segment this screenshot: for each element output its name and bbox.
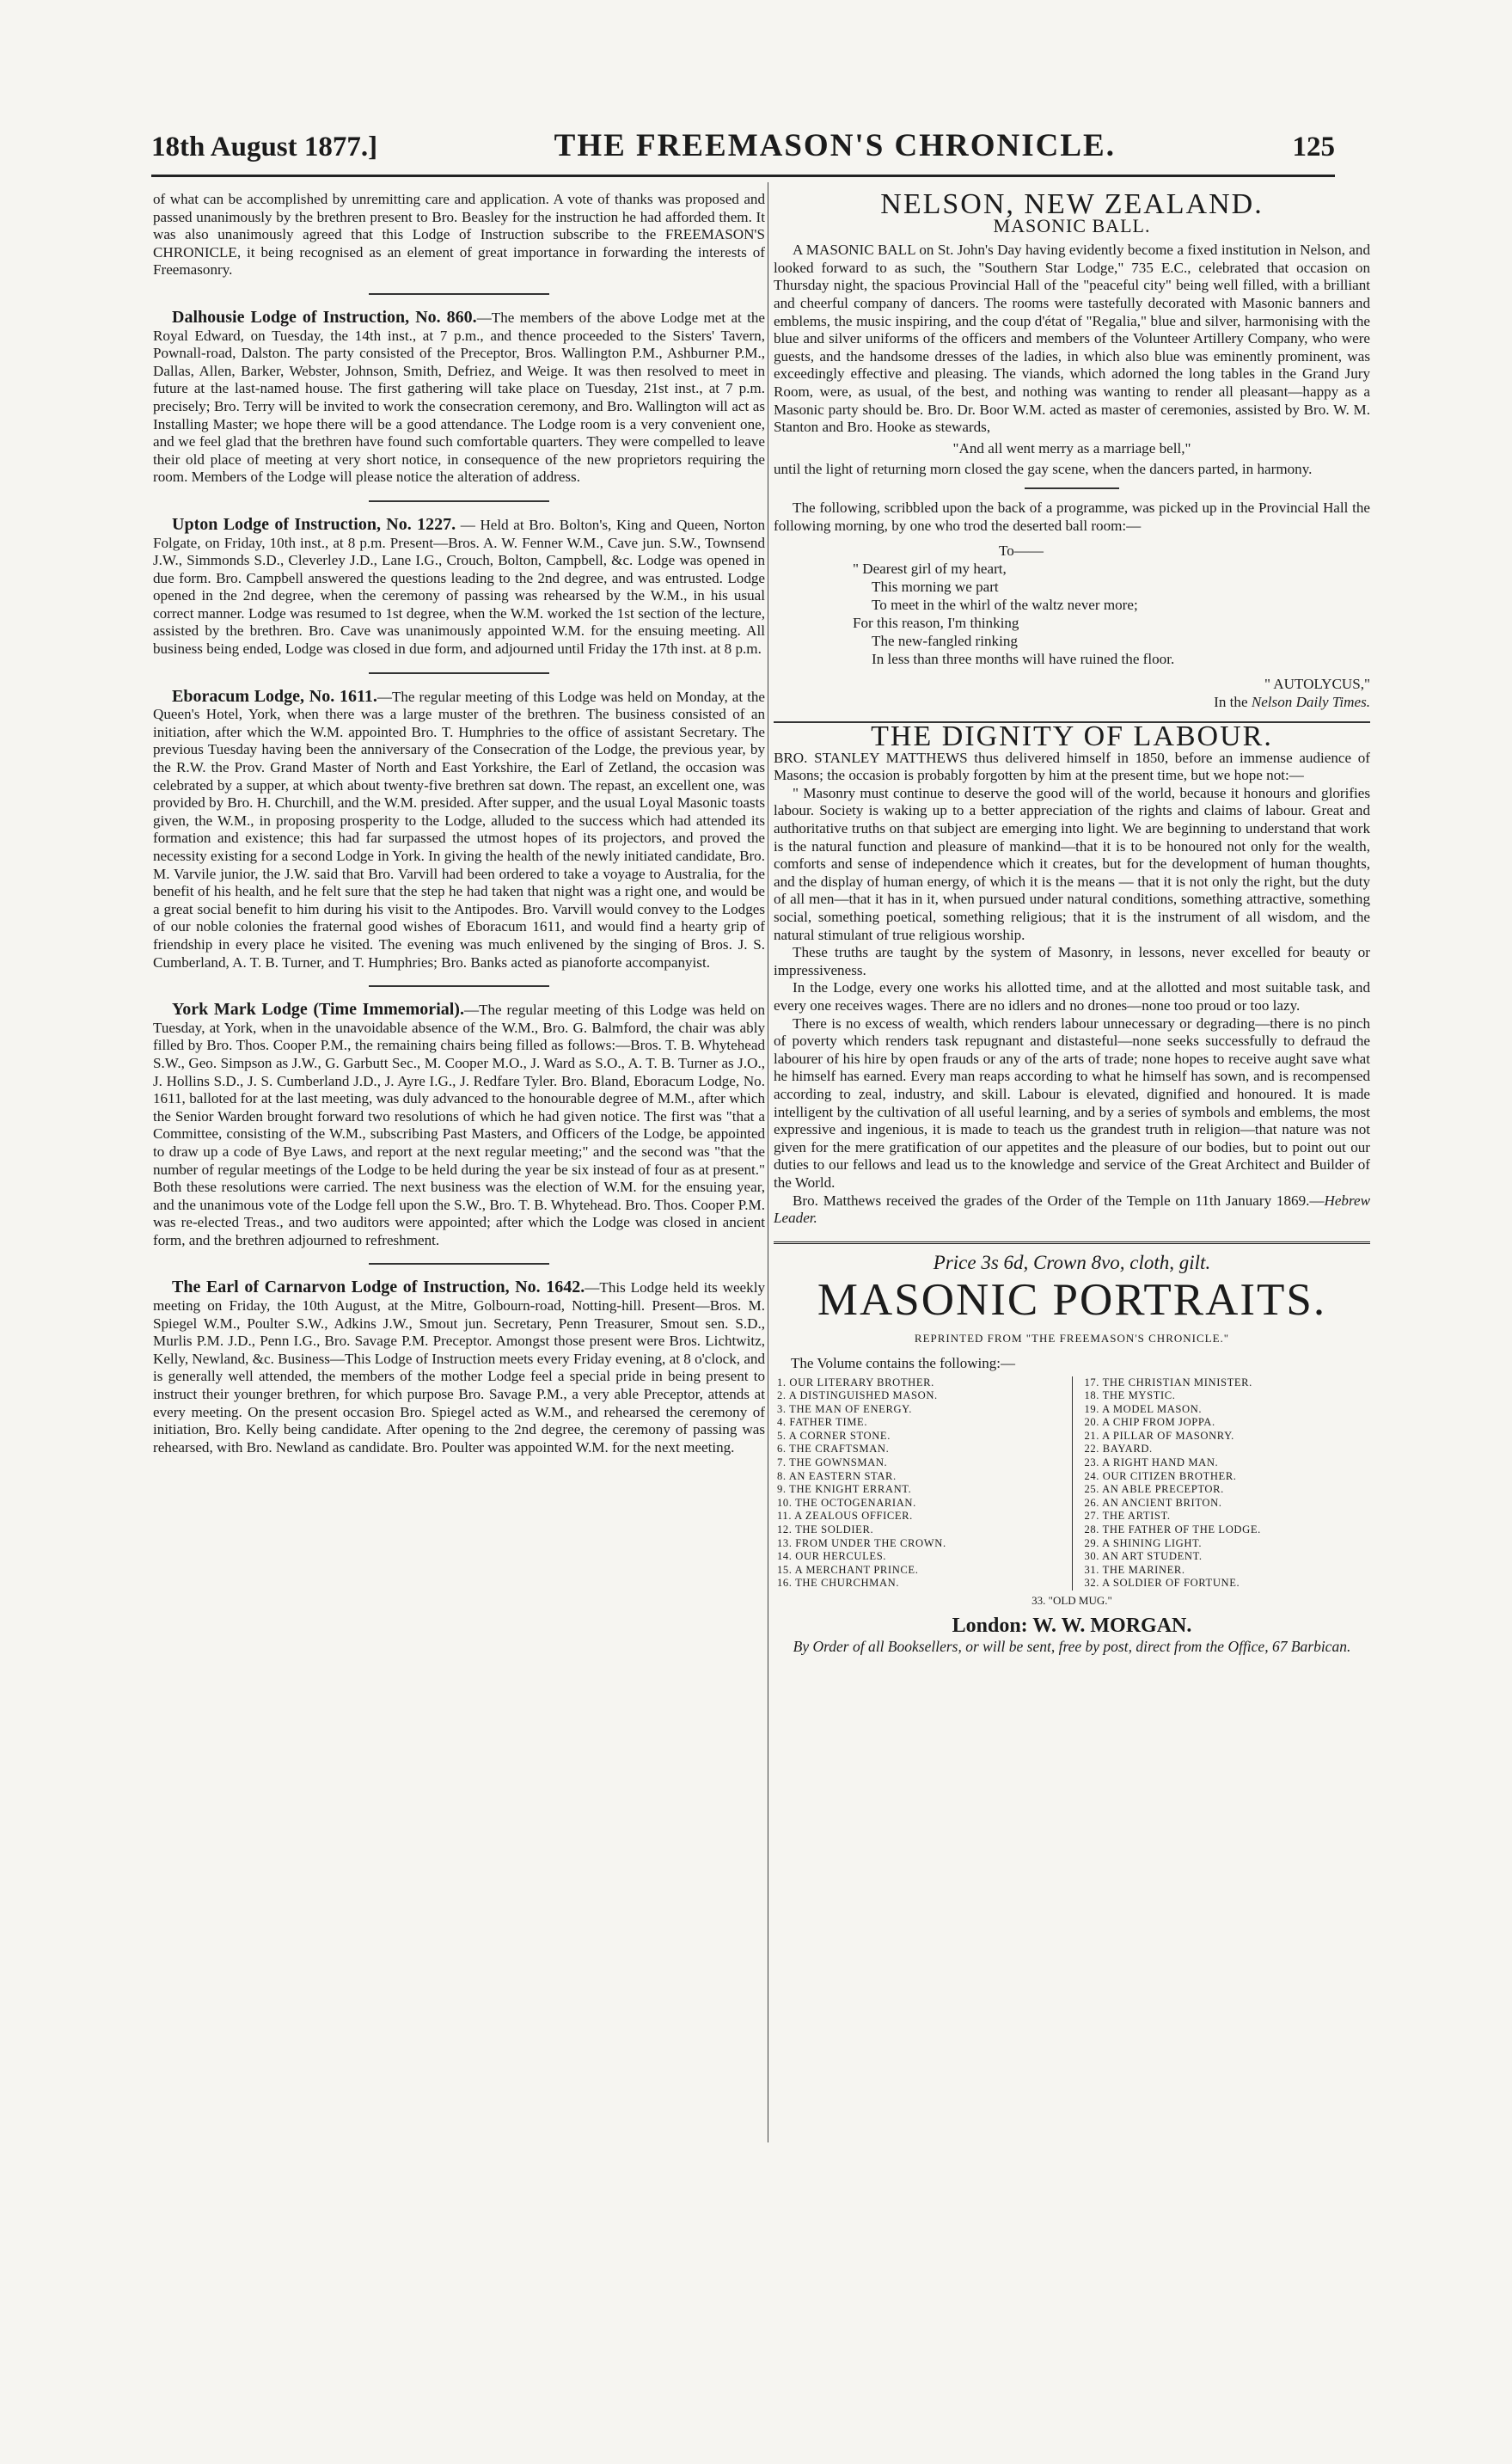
contents-item: 29. A SHINING LIGHT. [1084,1536,1203,1549]
article-title: THE DIGNITY OF LABOUR. [871,720,1273,753]
contents-item: 22. BAYARD. [1084,1443,1153,1456]
article-heading: Upton Lodge of Instruction, No. 1227. [172,514,456,534]
contents-item: 28. THE FATHER OF THE LODGE. [1084,1523,1261,1536]
contents-item: 23. A RIGHT HAND MAN. [1084,1456,1219,1469]
article-upton-lodge [153,516,765,659]
quoted-line: "And all went merry as a marriage bell," [952,439,1191,457]
poem-line: In less than three months will have ruined the floor. [872,651,1175,668]
poem-source [774,693,1370,711]
advert-title: MASONIC PORTRAITS. [817,1275,1327,1326]
contents-item-last: 33. "OLD MUG." [1031,1594,1112,1607]
article-title: NELSON, NEW ZEALAND. [880,188,1264,220]
section-rule [369,1263,549,1265]
contents-item: 25. AN ABLE PRECEPTOR. [1084,1483,1224,1496]
contents-item: 13. FROM UNDER THE CROWN. [777,1536,946,1549]
issue-date: 18th August 1877.] [151,132,378,162]
source-prefix: In the [1214,694,1252,711]
source-name: Nelson Daily Times. [1251,694,1370,711]
poem-line: For this reason, I'm thinking [853,615,1019,632]
contents-item: 24. OUR CITIZEN BROTHER. [1084,1469,1237,1482]
article-dalhousie-lodge [153,309,765,487]
poem-line: To meet in the whirl of the waltz never more; [872,597,1138,614]
poem-signature: " AUTOLYCUS," [1264,676,1370,693]
section-rule [369,985,549,987]
contents-item: 1. OUR LITERARY BROTHER. [777,1376,934,1388]
contents-item: 10. THE OCTOGENARIAN. [777,1496,916,1509]
article-paragraph: In the Lodge, every one works his allotted time, and at the allotted and most suitable task, and every one receives wages. There are no idlers and no drones—none too proud or too lazy. [774,979,1370,1014]
article-paragraph: There is no excess of wealth, which renders labour unnecessary or degrading—there is no pinch of poverty which renders task repugnant and distasteful—none seeks successfully to defraud the labourer of his hire by open frauds or any of the arts of trade; none hopes to receive aught save what he himself has earned. Every man reaps according to what he himself has sown, and is recompensed according to zeal, industry, and skill. Labour is elevated, dignified and honoured. It is made intelligent by the cultivation of all useful learning, and by a series of symbols and emblems, the most expressive and ingenious, it is made to teach us the grandest truth in religion—that nature was not given for the mere gratification of our appetites and the pleasure of our bodies, but to point out our duties to our fellows and lead us to the knowledge and service of the Great Architect and Builder of the World. [774,1014,1370,1191]
article-heading: Eboracum Lodge, No. 1611. [172,686,377,706]
article-paragraph: BRO. STANLEY MATTHEWS thus delivered himself in 1850, before an immense audience of Masons; the occasion is probably forgotten by him at the present time, but we hope not:— [774,749,1370,784]
article-york-mark-lodge [153,1001,765,1249]
contents-item: 9. THE KNIGHT ERRANT. [777,1483,912,1496]
poem-line: " Dearest girl of my heart, [853,561,1007,578]
article-heading: The Earl of Carnarvon Lodge of Instruction, No. 1642. [172,1278,585,1297]
section-rule [369,672,549,674]
article-paragraph: " Masonry must continue to deserve the good will of the world, because it honours and glorifies labour. Society is waking up to a better appreciation of the rights and claims of labour. Great and authoritative truths on that subject are emerging into light. We are beginning to understand that work is the natural function and pleasure of mankind—that it is to be honoured not only for the wealth, comforts and sense of independence which it creates, but for the development of human thoughts, and the display of human energy, of which it is the means — that it is not only the right, but the duty of all men—that it has in it, when pursued under natural conditions, something attractive, something social, something poetical, something religious; that it is the instrument of all wisdom, and the natural stimulant of true religious worship. [774,784,1370,943]
advert-masonic-portraits [774,1241,1370,1656]
advert-price: Price 3s 6d, Crown 8vo, cloth, gilt. [933,1251,1211,1273]
article-eboracum-lodge [153,688,765,972]
publication-title: THE FREEMASON'S CHRONICLE. [554,128,1116,163]
contents-item: 11. A ZEALOUS OFFICER. [777,1510,913,1523]
article-body: — Held at Bro. Bolton's, King and Queen, Norton Folgate, on Friday, 10th inst., at 8 p.m. Present—Bros. A. W. Fenner W.M., Cave jun. S.W., Townsend J.W., Simmonds S.D., Cleverley J.D., Lane I.G., Crouch, Bolton, Campbell, &c. Lodge was opened in due form. Bro. Campbell answered the questions leading to the 2nd degree, and was entrusted. Lodge opened in the 2nd degree, when the ceremony of passing was rehearsed by the W.M., in his usual correct manner. Lodge was resumed to 1st degree, when the W.M. worked the 1st section of the lecture, assisted by the brethren. Bro. Cave was unanimously appointed W.M. for the ensuing meeting. All business being ended, Lodge was closed in due form, and adjourned until Friday the 17th inst. at 8 p.m. [153,516,766,658]
contents-item: 18. THE MYSTIC. [1084,1389,1176,1402]
contents-item: 31. THE MARINER. [1084,1563,1185,1576]
contents-item: 14. OUR HERCULES. [777,1550,887,1563]
article-earl-of-carnarvon-lodge [153,1278,765,1456]
right-column [774,188,1370,1656]
article-heading: Dalhousie Lodge of Instruction, No. 860. [172,307,477,327]
article-paragraph: The following, scribbled upon the back of a programme, was picked up in the Provincial Hall the following morning, by one who trod the deserted ball room:— [774,499,1370,534]
contents-item: 6. THE CRAFTSMAN. [777,1443,890,1456]
article-body: —The regular meeting of this Lodge was held on Tuesday, at York, when in the unavoidable absence of the W.M., Bro. G. Balmford, the chair was ably filled by Bro. Thos. Cooper P.M., the remaining chairs being filled as follows:—Bros. T. B. Whytehead S.W., Geo. Simpson as J.W., G. Garbutt Sec., M. Cooper M.O., J. Ward as S.O., A. T. B. Turner as J.O., J. Hollins S.D., J. S. Cumberland J.D., J. Ayre I.G., J. Redfare Tyler. Bro. Bland, Eboracum Lodge, No. 1611, balloted for at the last meeting, was duly advanced to the honourable degree of M.M., after which the Senior Warden brought forward two resolutions of which he had given notice. The first was "that a Committee, consisting of the W.M., subscribing Past Masters, and Officers of the Lodge, be appointed to draw up a code of Bye Laws, and report at the next regular meeting;" and the second was "that the number of regular meetings of the Lodge to be held during the year be six instead of four as at present." Both these resolutions were carried. The next business was the election of W.M. for the ensuing year, and the unanimous vote of the Lodge fell upon the S.W., Bro. T. B. Whytehead. Bro. Thos. Cooper P.M. was re-elected Treas., and two auditors were appointed; after which the Lodge was closed in ancient form, and the brethren adjourned to refreshment. [153,1002,765,1248]
article-source: Hebrew Leader. [774,1192,1370,1227]
article-dignity-of-labour [774,720,1370,1228]
advert-reprinted-note: REPRINTED FROM "THE FREEMASON'S CHRONICLE." [914,1332,1230,1345]
contents-item: 27. THE ARTIST. [1084,1510,1171,1523]
closing-text: Bro. Matthews received the grades of the Order of the Temple on 11th January 1869.— [793,1192,1325,1209]
article-subtitle: MASONIC BALL. [993,214,1151,236]
contents-item: 8. AN EASTERN STAR. [777,1469,897,1482]
contents-item: 5. A CORNER STONE. [777,1429,891,1442]
contents-column-right [1072,1376,1371,1591]
contents-item: 17. THE CHRISTIAN MINISTER. [1084,1376,1252,1388]
contents-item: 3. THE MAN OF ENERGY. [777,1402,912,1415]
masthead-rule [151,175,1335,177]
article-body: —The members of the above Lodge met at the Royal Edward, on Tuesday, the 14th inst., at 7 p.m., and thence proceeded to the Sisters' Tavern, Pownall-road, Dalston. The party consisted of the Preceptor, Bros. Wallington P.M., Ashburner P.M., Dallas, Allen, Barker, Webster, Johnson, Smith, Defriez, and Weige. It was then resolved to meet in future at the last-named house. The first gathering will take place on Tuesday, 21st inst., at 7 p.m. precisely; Bro. Terry will be invited to work the consecration ceremony, and Bro. Wallington will act as Installing Master; we hope there will be a good attendance. The Lodge room is a very convenient one, and we feel glad that the brethren have found such comfortable quarters. They were compelled to leave their old place of meeting at very short notice, in consequence of the new proprietors requiring the room. Members of the Lodge will please notice the alteration of address. [153,309,765,486]
left-column [153,191,765,1470]
continued-paragraph: of what can be accomplished by unremitting care and application. A vote of thanks was proposed and passed unanimously by the brethren present to Bro. Beasley for the instruction he had afforded them. It was also unanimously agreed that this Lodge of Instruction subscribe to the FREEMASON'S CHRONICLE, it being recognised as an element of great importance in forwarding the interests of Freemasonry. [153,191,765,279]
poem-line: The new-fangled rinking [872,633,1018,650]
advert-contents-intro: The Volume contains the following:— [791,1354,1015,1371]
advert-contents-list [774,1376,1370,1591]
contents-item: 32. A SOLDIER OF FORTUNE. [1084,1577,1240,1590]
section-rule [1025,487,1119,489]
article-body: —The regular meeting of this Lodge was held on Monday, at the Queen's Hotel, York, when there was a large muster of the brethren. The business consisted of an initiation, after which the W.M. appointed Bro. T. Humphries to the office of assistant Secretary. The previous Tuesday having been the anniversary of the Consecration of the Lodge, the previous year, by the R.W. the Prov. Grand Master of North and East Yorkshire, the Earl of Zetland, the occasion was celebrated by a supper, at which about twenty-five brethren sat down. The repast, an excellent one, was provided by Bro. H. Churchill, and the W.M. presided. After supper, and the usual Loyal Masonic toasts given, the W.M., in proposing prosperity to the Lodge, alluded to the success which had attended its formation and existence; this had far surpassed the utmost hopes of its projectors, and proved the necessity existing for a second Lodge in York. In giving the health of the newly initiated candidate, Bro. M. Varvile junior, the J.W. said that Bro. Varvill had been ordered to take a voyage to Australia, for the benefit of his health, and he felt sure that the step he had taken that night was a right one, and would be a great social benefit to him during his visit to the Antipodes. Bro. Varvill would convey to the Lodges of our noble colonies the fraternal good wishes of Eboracum 1611, and would find a hearty grip of friendship in every place he visited. The evening was much enlivened by the singing of Bros. J. S. Cumberland, A. T. B. Turner, and T. Humphries; Bro. Banks acted as pianoforte accompanyist. [153,688,765,971]
article-paragraph: A MASONIC BALL on St. John's Day having evidently become a fixed institution in Nelson, and looked forward to as such, the "Southern Star Lodge," 735 E.C., celebrated that occasion on Thursday night, the spacious Provincial Hall of the "peaceful city" being well filled, with a brilliant and cheerful company of dancers. The rooms were tastefully decorated with Masonic banners and emblems, the music inspiring, and the coup d'état of "Regalia," blue and silver, harmonising with the blue and silver uniforms of the officers and members of the Volunteer Artillery Company, who were guests, and the handsome dresses of the ladies, in which also blue was eminently prominent, was exceedingly effective and pleasing. The viands, which adorned the long tables in the Grand Jury Room, were, as usual, of the best, and nothing was wanting to render all pleasant—happy as a Masonic party should be. Bro. Dr. Boor W.M. acted as master of ceremonies, assisted by Bro. W. M. Stanton and Bro. Hooke as stewards, [774,242,1370,436]
contents-item: 21. A PILLAR OF MASONRY. [1084,1429,1234,1442]
contents-item: 12. THE SOLDIER. [777,1523,874,1536]
contents-item: 19. A MODEL MASON. [1084,1402,1203,1415]
poem [774,542,1370,668]
contents-item: 30. AN ART STUDENT. [1084,1550,1203,1563]
contents-item: 26. AN ANCIENT BRITON. [1084,1496,1222,1509]
section-rule [369,293,549,295]
advert-publisher: London: W. W. MORGAN. [952,1614,1192,1637]
advert-order-note: By Order of all Booksellers, or will be sent, free by post, direct from the Office, 67 Barbican. [793,1638,1351,1656]
article-paragraph: until the light of returning morn closed the gay scene, when the dancers parted, in harmony. [774,461,1313,478]
contents-item: 15. A MERCHANT PRINCE. [777,1563,919,1576]
contents-item: 20. A CHIP FROM JOPPA. [1084,1416,1215,1429]
contents-item: 2. A DISTINGUISHED MASON. [777,1389,938,1402]
contents-item: 4. FATHER TIME. [777,1416,868,1429]
page-number: 125 [1292,132,1335,162]
article-heading: York Mark Lodge (Time Immemorial). [172,1000,464,1020]
contents-column-left [774,1376,1063,1591]
poem-line: To—— [999,542,1044,560]
contents-item: 16. THE CHURCHMAN. [777,1577,900,1590]
article-body: —This Lodge held its weekly meeting on Friday, the 10th August, at the Mitre, Golbourn-road, Notting-hill. Present—Bros. M. Spiegel W.M., Poulter S.W., Adkins J.W., Smout jun. Secretary, Penn Treasurer, Smout sen. S.D., Murlis P.M. J.D., Penn I.G., Bro. Savage P.M. Preceptor. Amongst those present were Bros. Lichtwitz, Kelly, Newland, &c. Business—This Lodge of Instruction meets every Friday evening, at 8 o'clock, and is generally well attended, the members of the mother Lodge feel a special pride in being present to instruct their younger brethren, for which purpose Bro. Savage P.M., a very able Preceptor, attends at every meeting. On the present occasion Bro. Spiegel acted as W.M., and rehearsed the ceremony of initiation, Bro. Kelly being candidate. After opening to the 2nd degree, the ceremony of passing was rehearsed, with Bro. Newland as candidate. Bro. Poulter was appointed W.M. for the next meeting. [153,1279,765,1456]
contents-item: 7. THE GOWNSMAN. [777,1456,888,1469]
masthead [151,127,1335,170]
article-paragraph [774,1192,1370,1228]
poem-line: This morning we part [872,579,999,596]
article-paragraph: These truths are taught by the system of Masonry, in lessons, never excelled for beauty or impressiveness. [774,944,1370,978]
section-rule [369,500,549,502]
article-nelson-new-zealand [774,188,1370,711]
